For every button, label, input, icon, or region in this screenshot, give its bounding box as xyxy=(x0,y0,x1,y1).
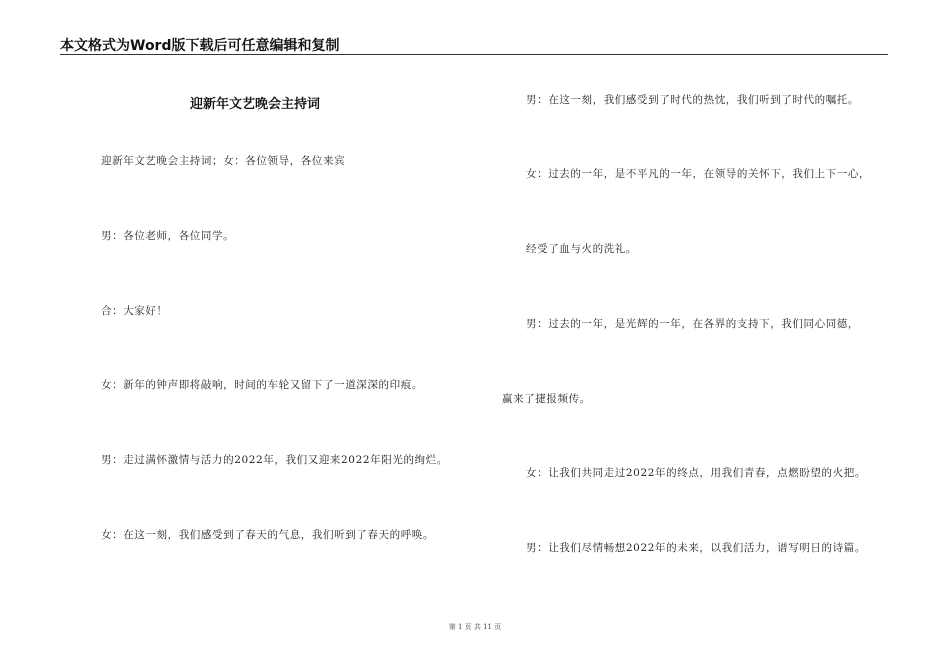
paragraph-right-2: 女：过去的一年，是不平凡的一年，在领导的关怀下，我们上下一心， xyxy=(526,168,871,180)
paragraph-right-5: 赢来了捷报频传。 xyxy=(502,393,591,405)
paragraph-left-1: 迎新年文艺晚会主持词；女：各位领导，各位来宾 xyxy=(101,155,346,167)
paragraph-right-4: 男：过去的一年，是光辉的一年，在各界的支持下，我们同心同德， xyxy=(526,318,859,330)
paragraph-left-3: 合：大家好！ xyxy=(101,305,168,317)
paragraph-right-7: 男：让我们尽情畅想2022年的未来，以我们活力，谱写明日的诗篇。 xyxy=(526,542,866,554)
page-number-footer: 第 1 页 共 11 页 xyxy=(448,623,502,631)
page-header xyxy=(60,34,888,55)
paragraph-left-6: 女：在这一刻，我们感受到了春天的气息，我们听到了春天的呼唤。 xyxy=(101,529,434,541)
paragraph-left-5: 男：走过满怀激情与活力的2022年，我们又迎来2022年阳光的绚烂。 xyxy=(101,454,448,466)
paragraph-right-1: 男：在这一刻，我们感受到了时代的热忱，我们听到了时代的嘱托。 xyxy=(526,94,859,106)
paragraph-right-6: 女：让我们共同走过2022年的终点，用我们青春，点燃盼望的火把。 xyxy=(526,467,866,479)
paragraph-left-2: 男：各位老师，各位同学。 xyxy=(101,230,235,242)
document-title: 迎新年文艺晚会主持词 xyxy=(190,97,321,112)
header-text: 本文格式为Word版下载后可任意编辑和复制 xyxy=(60,38,340,54)
paragraph-left-4: 女：新年的钟声即将敲响，时间的车轮又留下了一道深深的印痕。 xyxy=(101,379,423,391)
paragraph-right-3: 经受了血与火的洗礼。 xyxy=(526,243,637,255)
